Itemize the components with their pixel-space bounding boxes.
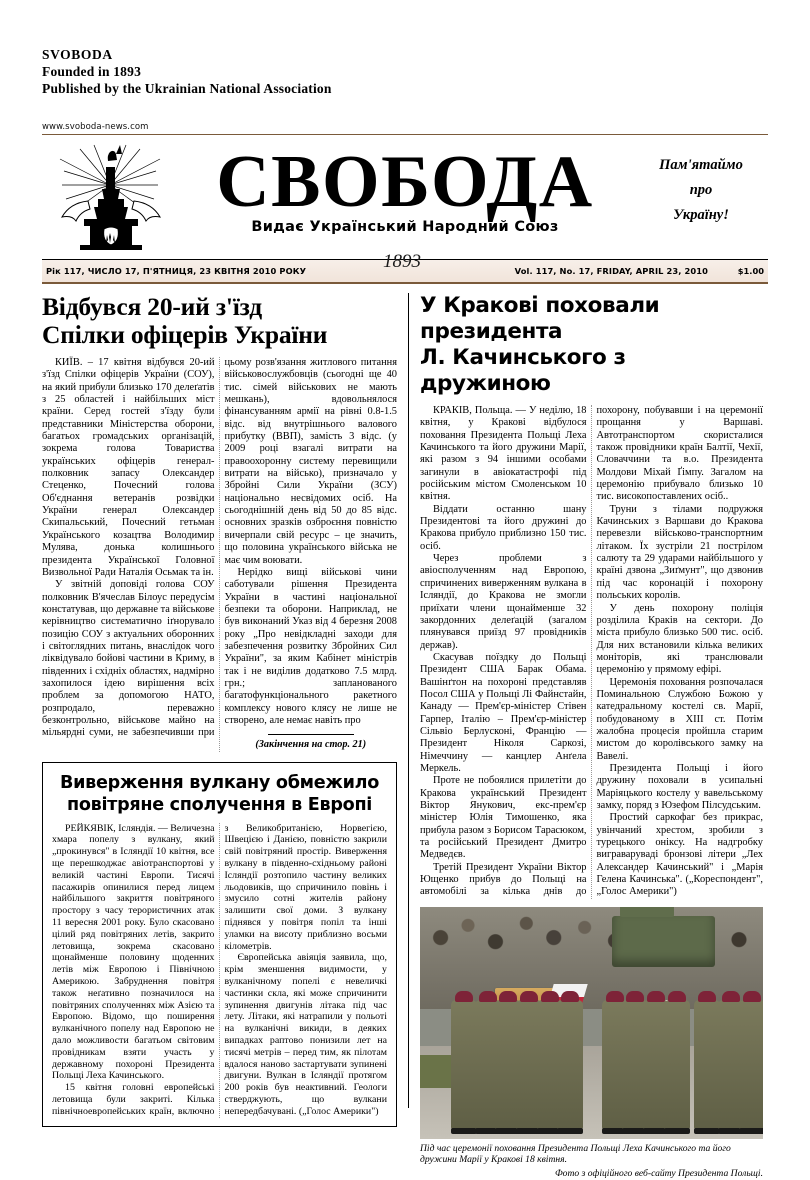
right-column — [408, 293, 763, 1179]
left-headline-line-2: Спілки офіцерів України — [42, 320, 328, 349]
left-article-paragraph: КИЇВ. – 17 квітня відбувся 20-ий з'їзд Спілки офіцерів України (СОУ), на який прибули близько 170 делеґатів з 25 областей і найбільших міст країни. Серед гостей з'їзду були представники Міністерства оборони, багатьох громадських організацій, зокрема голова Товариства українських офіцерів генерал-полковник запасу Олександер Стеценко, Почесний голова Об'єднання ветеранів розвідки України генерал Олександер Скипальський, Почесний гетьман Українського козацтва Володимир Мулява, донька колишнього президента Української Головної Визвольної Ради Наталія Осьмак та ін. — [42, 357, 215, 578]
right-article-paragraph: Труни з тілами подружжя Качинських з Варшави до Кракова перевезли військово-транспортним літаком. Їх зустріли 21 пострілом салюту та 29 ударами найбільшого у країні дзвона „Зиґмунт", що дзвонив під час коронацій і похорону польських королів. — [596, 503, 763, 602]
right-headline-line-2: Л. Качинського з дружиною — [420, 345, 626, 396]
publication-identity — [42, 0, 768, 97]
masthead-title: СВОБОДА — [216, 141, 594, 223]
photo-officer — [694, 1000, 720, 1130]
right-article-paragraph: Скасував поїздку до Польщі Президент США Барак Обама. Вашінґтон на похороні представляв Посол США у Польщі Лі Файнстайн, Канаду — Прем'єр-міністер Стівен Гарпер, Італію – Прем'єр-міністер Сільвіо Берлусконі, Францію — Президент Ніколя Саркозі, Німеччину — канцлер Анґела Меркель. — [420, 651, 587, 774]
right-article-body — [420, 405, 763, 899]
dateline-english: Vol. 117, No. 17, FRIDAY, APRIL 23, 2010 — [514, 266, 708, 276]
masthead — [42, 141, 768, 259]
photo-armored-vehicle — [612, 916, 715, 967]
volcano-article-headline — [52, 772, 387, 816]
photo-credit: Фото з офіційного веб-сайту Президента Польщі. — [554, 1167, 763, 1179]
photo-soldier — [739, 1000, 763, 1130]
slogan-line-2: про — [689, 182, 713, 198]
right-article-paragraph: У день похорону поліція розділила Краків на сектори. До міста прибуло близько 500 тис. осіб. Для них встановили кілька великих моніторів, які транслювали церемонію у прямому ефірі. — [596, 602, 763, 676]
publication-name: SVOBODA — [42, 47, 113, 62]
right-article-paragraph: Третій Президент України Віктор Ющенко прибув до Польщі на автомобілі за кілька днів до похорону, побувавши і на церемонії прощання у Варшаві. Автотранспортом скористалися також провідники країн Балтії, Чехії, Словаччини та в.о. Президента Молдови Міхай Ґімпу. Загалом на церемонію прибувало близько 10 тис. високопоставлених осіб.. — [420, 405, 763, 898]
right-article-paragraph: Проте не побоялися прилетіти до Кракова український Президент Віктор Янукович, екс-прем'єр міністер Юлія Тимошенко, яка прибула разом з Борисом Тарасюком, та російський Президент Дмитро Медведєв. — [420, 775, 587, 861]
volcano-headline-line-2: повітряне сполучення в Европі — [66, 794, 373, 815]
masthead-subtitle: Видає Український Народний Союз — [251, 219, 559, 235]
right-article-headline — [420, 293, 763, 397]
photo-caption-block — [420, 1143, 763, 1180]
dateline-bar — [42, 251, 768, 284]
right-article-paragraph: Президента Польщі і його дружину поховали в усипальні Маріяцького костелу у вавельському замку, поряд з Юзефом Пілсудським. — [596, 762, 763, 811]
publication-publisher: Published by the Ukrainian National Association — [42, 81, 332, 96]
volcano-article-paragraph: Європейська авіяція заявила, що, крім зменшення видимости, у вулканічному попелі є невеличкі частинки скла, які може спричинити зупинення двигунів літака під час лету. Літаки, які натрапили у польоті на вулканічні викиди, в деяких випадках раптово понизили лет на тисячі метрів – перед тим, як пілотам вдалося наново застартувати зупинені двигуни. Вулкан в Ісляндії протягом 200 років був неактивний. Геологи стверджують, що вулкани непередбачувані. („Голос Америки") — [224, 952, 387, 1117]
photo-soldier — [451, 1000, 477, 1130]
right-article-paragraph: Простий саркофаг без прикрас, увінчаний хрестом, зробили з турецького оніксу. На надгробку виграваруваді бронзові літери „Лех Александер Качинський" і „Марія Гелена Качинська". („Кореспондент", „Голос Америки") — [596, 812, 763, 898]
founding-year-seal: 1893 — [382, 251, 421, 272]
volcano-article-box — [42, 762, 397, 1127]
publication-founded: Founded in 1893 — [42, 64, 142, 79]
right-article-paragraph: Віддати останню шану Президентові та його дружині до Кракова прибуло приблизно 150 тис. осіб. — [420, 503, 587, 552]
website-url[interactable]: www.svoboda-news.com — [42, 122, 149, 132]
slogan-line-1: Пам'ятаймо — [659, 157, 743, 173]
left-article-paragraph: Нерідко вищі військові чини саботували рішення Президента України в частині національної безпеки та оборони. Наприклад, не був виконаний Указ від 4 березня 2008 року „Про невідкладні заходи для забезпечення розвитку Збройних Сил України", за яким Кабінет міністрів так і не виділив додатково 7.5 млрд. грн.; запланованого багатофункціонального ракетного комплексу нового клясу не лише не створено, але немає навіть про — [224, 566, 397, 726]
volcano-article-body — [52, 823, 387, 1118]
top-rule — [42, 134, 768, 135]
left-column — [42, 292, 397, 1117]
right-article-paragraph: Церемонія поховання розпочалася Поминальною Службою Божою у катедральному костелі св. Марії, побудованому в XIII ст. Потім жалобна процесія пройшла старим мистом до королівського замку на Вавелі. — [596, 676, 763, 762]
issue-price: $1.00 — [737, 266, 764, 276]
left-article-continuation[interactable]: (Закінчення на стор. 21) — [255, 739, 367, 751]
masthead-slogan — [642, 153, 760, 228]
right-headline-line-1: У Кракові поховали президента — [420, 293, 660, 344]
volcano-article-paragraph: 15 квітня головні европейські летовища були закриті. Кілька північноевропейських країн, включно з Великобританією, Норвегією, Швецією і Данією, повністю закрили свій повітряний простір. Виверження вулкану в південно-східньому районі Ісляндії розтопило частину великих льодовиків, що спричинило повінь і змусило сотні жителів району залишити свої доми. З вулкану піднявся у повітря попіл та інші уламки на висоту приблизно восьми кілометрів. — [52, 822, 387, 1117]
left-article-body — [42, 357, 397, 752]
photo-soldier — [664, 1000, 690, 1130]
left-article-headline — [42, 293, 397, 349]
funeral-procession-photo — [420, 907, 763, 1139]
volcano-headline-line-1: Виверження вулкану обмежило — [59, 772, 380, 793]
slogan-line-3: Україну! — [673, 207, 729, 223]
photo-block — [420, 907, 763, 1180]
statue-of-liberty-emblem — [50, 141, 170, 253]
continuation-block — [225, 734, 398, 751]
dateline-ukrainian: Рік 117, ЧИСЛО 17, П'ЯТНИЦЯ, 23 КВІТНЯ 2010 РОКУ — [46, 266, 307, 276]
volcano-article-paragraph: РЕЙКЯВІК, Ісляндія. — Величезна хмара попелу з вулкану, який „прокинувся" в Ісляндії 10 квітня, все ще перешкоджає авіотранспортові у великій частині Европи. Тисячі пасажирів опинилися перед лицем найбільшого закриття повітряного простору з часу терористичних атак 11 вересня 2001 року. Було скасовано цілий ряд повітряних летів, закрито летовища, зокрема скасовано щонайменше половину щоденних летів між Европою і Північною Америкою. Забруднення повітря також неґативно позначилося на повітряних сполученнях між Азією та Европою. Відомо, що поширення вулканічного попелу над Европою не дало можливости багатьом світовим провідникам взяти участь у державному похороні Президента Польщі Леха Качинського. — [52, 822, 215, 1082]
left-article-paragraph: У звітній доповіді голова СОУ полковник В'ячеслав Білоус передусім констатував, що державне та військове керівництво систематично іґнорувало позицію СОУ з актуальних оборонних і світоглядних питань, внаслідок чого ліквідувало бойові частини в Криму, в південних і східніх областях, надмірно захопилося ідею вирішення всіх проблем за допомогою НАТО, розпродало, переважно безконтрольно, військове майно на мільярдні суми, не забезпечивши при цьому розв'язання житлового питання військовослужбовців (сьогодні ще 40 тис. сімей військових не мають мешкань), вдовольнялося фінансуванням армії на рівні 0.8-1.5 відс. від внутрішнього валового прибутку (ВВП), замість 3 відс. (у 2009 році взагалі витрати на правоохоронну систему перевищили витрати на військо), призначало у Збройні Сили України (ЗСУ) національно несвідомих осіб. На сьогоднішній день від 50 до 85 відс. основних зразків озброєння повністю вичерпали свій ресурс – це значить, що половина українського війська не має чим воювати. — [42, 357, 397, 739]
continuation-rule — [268, 734, 354, 735]
left-headline-line-1: Відбувся 20-ий з'їзд — [42, 292, 262, 321]
right-article-paragraph: Через проблеми з авіосполученням над Европою, спричинених виверженням вулкана в Ісляндії, до Кракова не змогли приїхати члени щонайменше 32 закордонних делеґацій (загалом плянувався приїзд 97 провідників держав). — [420, 553, 587, 651]
right-article-paragraph: КРАКІВ, Польща. — У неділю, 18 квітня, у Кракові відбулося поховання Президента Польщі Леха Качинського та його дружини Марії, які разом з 94 іншими особами загинули в авіокатастрофі під російським містом Смоленськом 10 квітня. — [420, 405, 587, 503]
photo-soldier — [557, 1000, 583, 1130]
content-area — [42, 292, 768, 1179]
photo-caption: Під час церемонії поховання Президента Польщі Леха Качинського та його дружини Марії у Кракові 18 квітня. — [420, 1142, 731, 1166]
